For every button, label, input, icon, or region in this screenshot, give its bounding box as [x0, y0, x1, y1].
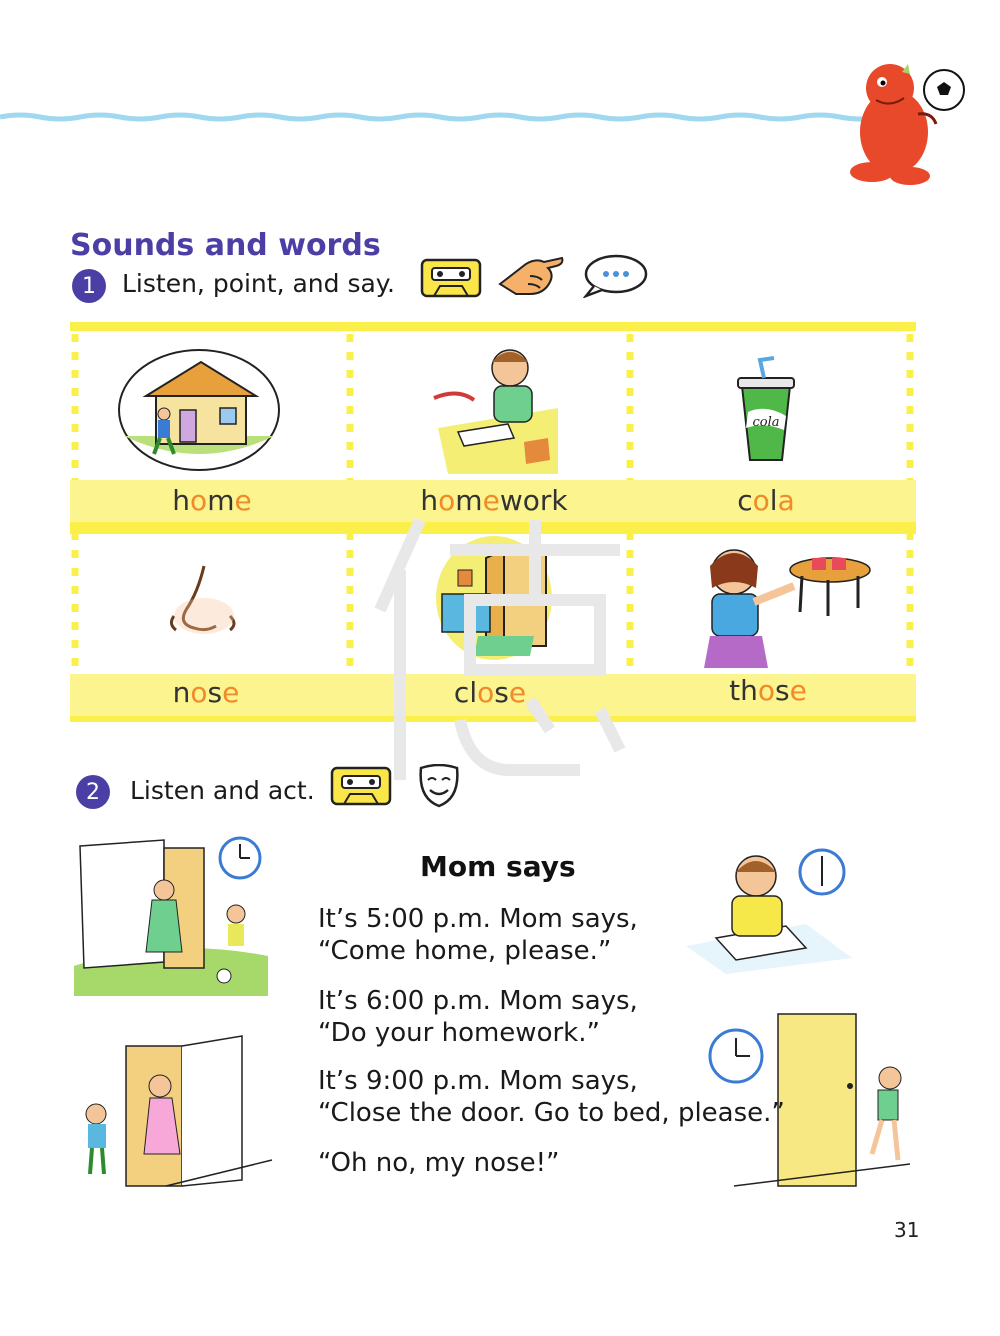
nose-picture [164, 562, 244, 638]
pointing-hand-icon [496, 254, 564, 298]
dinosaur-mascot-icon [832, 52, 972, 192]
homework-boy-picture [428, 338, 568, 474]
decorative-wave-line [0, 112, 870, 122]
activity-2-instruction: Listen and act. [130, 776, 315, 805]
story-line: “Do your homework.” [318, 1018, 600, 1048]
mom-at-door-picture [74, 836, 268, 996]
section-title: Sounds and words [70, 228, 381, 263]
cassette-icon [330, 766, 392, 806]
word-home: home [172, 484, 252, 517]
cola-cup-label: cola [752, 415, 780, 430]
story-line: It’s 5:00 p.m. Mom says, [318, 904, 638, 934]
mask-icon [418, 764, 460, 808]
activity-1-number: 1 [72, 269, 106, 303]
story-title: Mom says [420, 850, 576, 883]
word-cola: cola [737, 484, 795, 517]
word-those: those [729, 674, 807, 707]
story-line: It’s 9:00 p.m. Mom says, [318, 1066, 638, 1096]
page-number: 31 [894, 1218, 920, 1242]
story-line: “Close the door. Go to bed, please.” [318, 1098, 785, 1128]
boy-homework-picture [686, 846, 852, 974]
speech-bubble-icon [580, 254, 648, 298]
cassette-icon [420, 258, 482, 298]
activity-2-number: 2 [76, 775, 110, 809]
story-line: It’s 6:00 p.m. Mom says, [318, 986, 638, 1016]
word-nose: nose [172, 676, 240, 709]
activity-1-instruction: Listen, point, and say. [122, 269, 395, 298]
story-line: “Oh no, my nose!” [318, 1148, 560, 1178]
boy-behind-door-picture [706, 1004, 910, 1190]
watermark [360, 500, 640, 790]
house-picture [116, 344, 282, 472]
word-close: close [453, 676, 527, 709]
word-homework: homework [420, 484, 568, 517]
cola-cup-picture [734, 356, 798, 464]
mom-closing-door-picture [76, 1030, 276, 1190]
story-line: “Come home, please.” [318, 936, 612, 966]
those-girl-picture [682, 536, 872, 670]
